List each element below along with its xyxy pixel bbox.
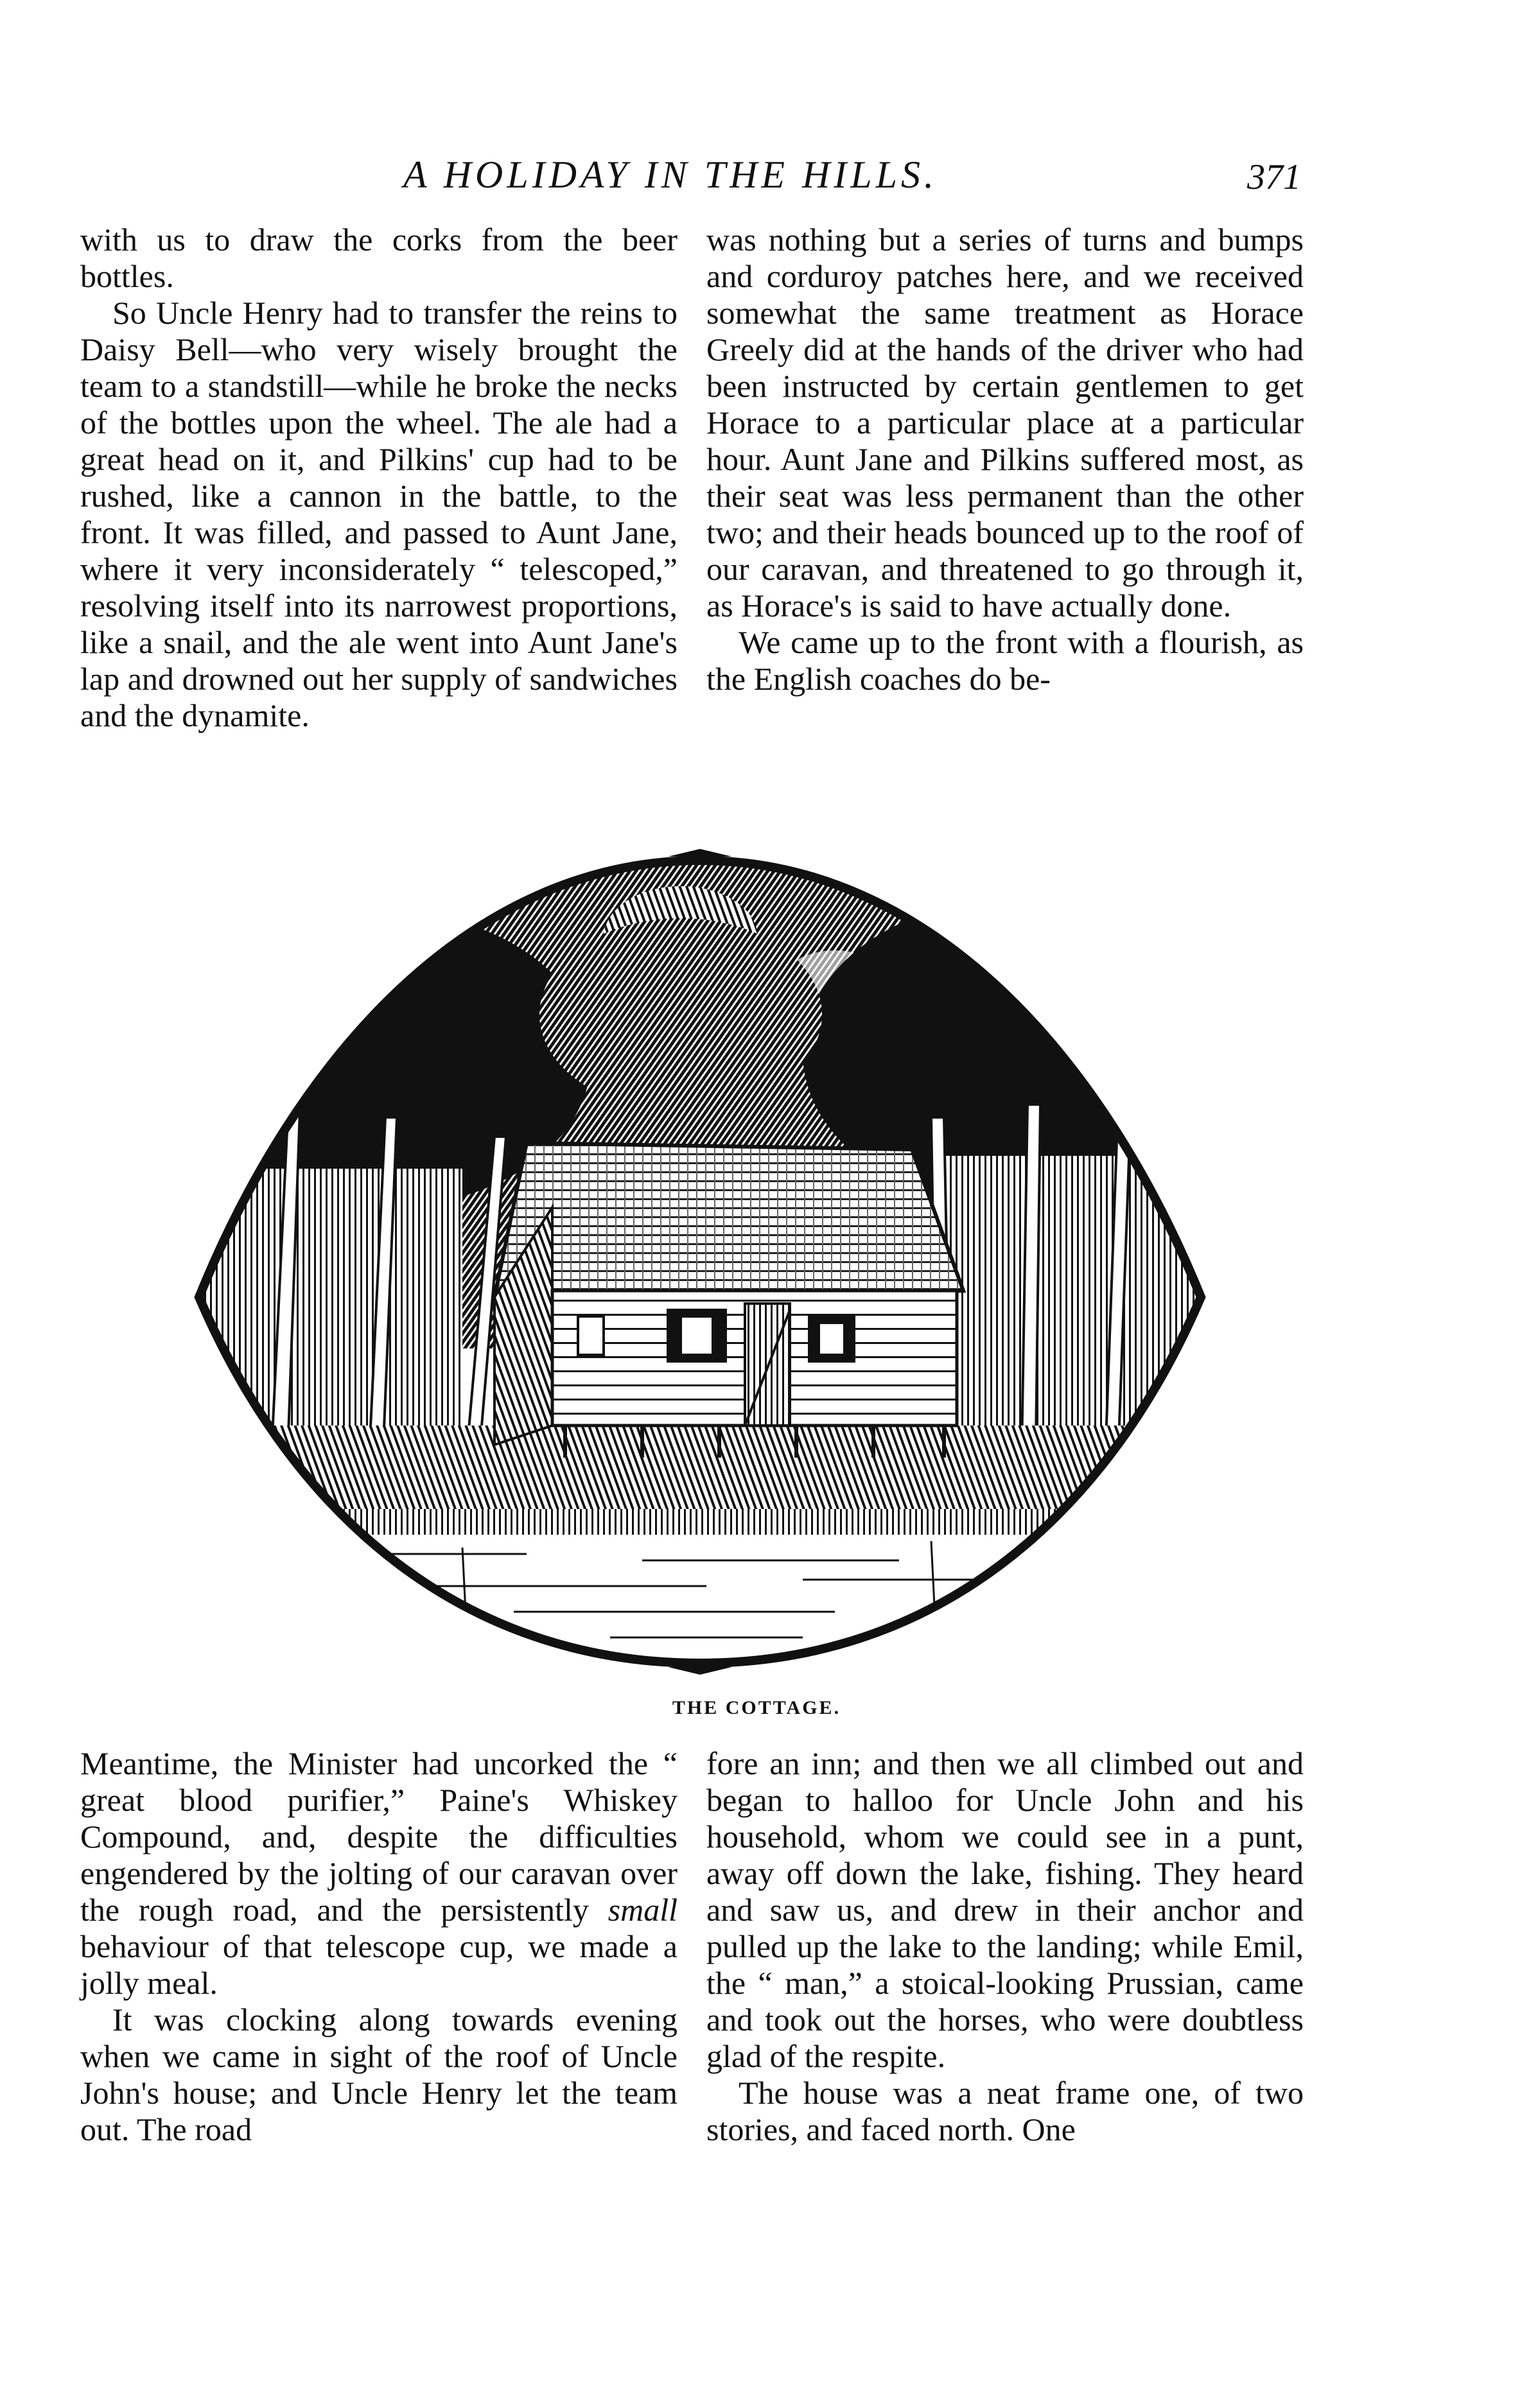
- paragraph: So Uncle Henry had to transfer the reins to Daisy Bell—who very wisely brought the team to a standstill—while he broke the necks of the bottles upon the wheel. The ale had a great head on it, and Pilkins' cup had to be rushed, like a cannon in the battle, to the front. It was filled, and passed to Aunt Jane, where it very inconsiderately “ telescoped,” resolving itself into its narrowest proportions, like a snail, and the ale went into Aunt Jane's lap and drowned out her supply of sandwiches and the dynamite.: [80, 295, 678, 733]
- paragraph: The house was a neat frame one, of two stories, and faced north. One: [706, 2075, 1304, 2147]
- italic-emphasis: small: [608, 1892, 678, 1928]
- paragraph: It was clocking along towards evening when we came in sight of the roof of Uncle John's house; and Uncle Henry let the team out. The road: [80, 2002, 678, 2147]
- paragraph-text: behaviour of that telescope cup, we made a jolly meal.: [80, 1928, 678, 2001]
- column-bottom-left: [80, 1745, 678, 2148]
- paragraph: with us to draw the corks from the beer bottles.: [80, 222, 678, 294]
- cottage-illustration: [193, 848, 1207, 1676]
- paragraph-text: Meantime, the Minister had uncorked the “ great blood purifier,” Paine's Whiskey Compound, and, despite the difficulties engendered by the jolting of our caravan over the rough road, and the persistently: [80, 1745, 678, 1928]
- paragraph: We came up to the front with a flourish, as the English coaches do be-: [706, 624, 1304, 697]
- column-top-left: [80, 222, 678, 734]
- illustration-caption: THE COTTAGE.: [672, 1697, 841, 1718]
- running-head: [0, 149, 1513, 200]
- running-title: A HOLIDAY IN THE HILLS.: [403, 153, 938, 196]
- column-bottom-right: [706, 1745, 1304, 2148]
- page-number: 371: [1247, 157, 1301, 197]
- paragraph: was nothing but a series of turns and bumps and corduroy patches here, and we received somewhat the same treatment as Horace Greely did at the hands of the driver who had been instructed by certain gentlemen to get Horace to a particular place at a particular hour. Aunt Jane and Pilkins suffered most, as their seat was less permanent than the other two; and their heads bounced up to the roof of our caravan, and threatened to go through it, as Horace's is said to have actually done.: [706, 222, 1304, 624]
- column-top-right: [706, 222, 1304, 697]
- paragraph: fore an inn; and then we all climbed out and began to halloo for Uncle John and his household, whom we could see in a punt, away off down the lake, fishing. They heard and saw us, and drew in their anchor and pulled up the lake to the landing; while Emil, the “ man,” a stoical-looking Prussian, came and took out the horses, who were doubtless glad of the respite.: [706, 1745, 1304, 2074]
- paragraph: [80, 1745, 678, 2002]
